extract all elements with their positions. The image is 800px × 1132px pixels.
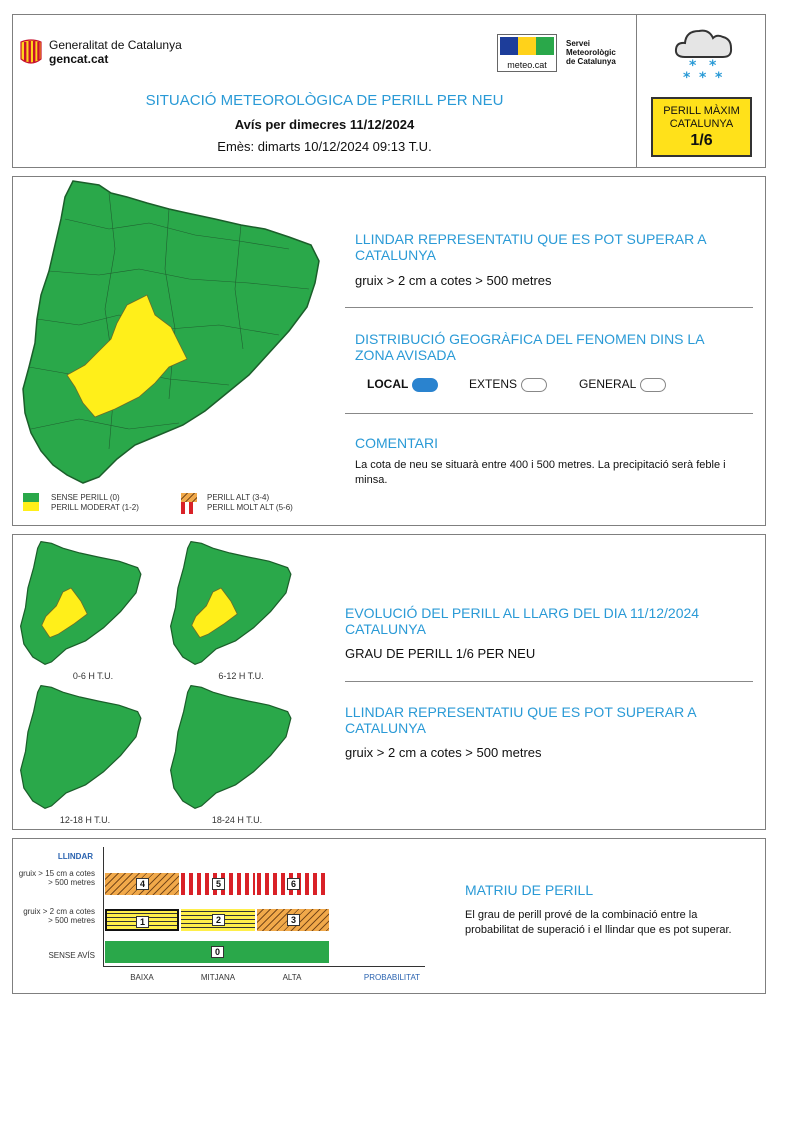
x-label-baixa: BAIXA bbox=[130, 973, 154, 982]
danger-grade: GRAU DE PERILL 1/6 PER NEU bbox=[345, 646, 536, 661]
map-period-4 bbox=[169, 683, 299, 811]
x-label-mitjana: MITJANA bbox=[200, 973, 236, 982]
distribution-extens bbox=[469, 377, 547, 392]
max-danger-badge bbox=[651, 97, 752, 157]
cell-number: 1 bbox=[136, 916, 149, 928]
catalonia-map-main bbox=[19, 179, 339, 485]
legend-label-high: PERILL ALT (3-4) bbox=[207, 493, 270, 502]
threshold-title: LLINDAR REPRESENTATIU QUE ES POT SUPERAR A CATALUNYA bbox=[355, 231, 706, 263]
period-label-3: 12-18 H T.U. bbox=[59, 815, 111, 825]
smc-line: de Catalunya bbox=[566, 57, 616, 66]
divider bbox=[345, 307, 753, 308]
svg-text:*: * bbox=[709, 58, 717, 74]
legend-swatch-moderate bbox=[23, 502, 39, 511]
matrix-description: El grau de perill prové de la combinació entre la probabilitat de superació i el llindar que es pot superar. bbox=[465, 909, 732, 936]
svg-text:*: * bbox=[683, 70, 691, 83]
period-label-2: 6-12 H T.U. bbox=[218, 671, 264, 681]
evolution-section bbox=[12, 534, 766, 830]
matrix-x-axis bbox=[103, 966, 425, 967]
legend-swatch-high bbox=[181, 493, 197, 502]
meteocat-label: meteo.cat bbox=[507, 60, 547, 70]
gencat-site: gencat.cat bbox=[49, 52, 109, 66]
gencat-wordmark bbox=[49, 38, 182, 66]
max-danger-label: PERILL MÀXIM bbox=[663, 105, 740, 117]
matrix-cell-6 bbox=[257, 873, 329, 895]
matrix-cell-3 bbox=[257, 909, 329, 931]
evolution-title-line: EVOLUCIÓ DEL PERILL AL LLARG DEL DIA 11/12/2024 bbox=[345, 605, 700, 621]
legend-label-moderate: PERILL MODERAT (1-2) bbox=[51, 503, 139, 512]
matrix-cell-2 bbox=[181, 909, 255, 931]
bulletin-header bbox=[12, 14, 766, 168]
gencat-name: Generalitat de Catalunya bbox=[49, 38, 182, 52]
distribution-general-indicator bbox=[640, 378, 666, 392]
divider bbox=[345, 681, 753, 682]
legend-swatch-very-high bbox=[181, 502, 197, 514]
matrix-cell-1-current bbox=[105, 909, 179, 931]
distribution-general bbox=[579, 377, 666, 392]
sun-icon bbox=[518, 37, 536, 55]
x-label-alta: ALTA bbox=[282, 973, 302, 982]
distribution-extens-indicator bbox=[521, 378, 547, 392]
svg-text:*: * bbox=[699, 70, 707, 83]
matrix-row-none: SENSE AVÍS bbox=[48, 951, 95, 960]
svg-text:*: * bbox=[715, 70, 723, 83]
header-divider bbox=[636, 15, 637, 167]
evolution-threshold-value: gruix > 2 cm a cotes > 500 metres bbox=[345, 745, 542, 760]
snow-cloud-icon bbox=[671, 23, 737, 83]
legend-label-none: SENSE PERILL (0) bbox=[51, 493, 120, 502]
cell-number: 4 bbox=[136, 878, 149, 890]
cell-number: 5 bbox=[212, 878, 225, 890]
distribution-local bbox=[367, 377, 438, 392]
map-period-1 bbox=[19, 539, 149, 667]
evolution-region: CATALUNYA bbox=[345, 621, 426, 637]
period-label-1: 0-6 H T.U. bbox=[72, 671, 114, 681]
matrix-title: MATRIU DE PERILL bbox=[465, 882, 594, 898]
max-danger-region: CATALUNYA bbox=[669, 118, 734, 130]
matrix-section bbox=[12, 838, 766, 994]
map-period-2 bbox=[169, 539, 299, 667]
smc-line: Meteorològic bbox=[566, 48, 616, 57]
cell-number: 2 bbox=[212, 914, 225, 926]
cell-number: 6 bbox=[287, 878, 300, 890]
max-danger-value: 1/6 bbox=[690, 132, 713, 149]
distribution-extens-label: EXTENS bbox=[469, 377, 518, 391]
distribution-general-label: GENERAL bbox=[579, 377, 637, 391]
period-label-4: 18-24 H T.U. bbox=[211, 815, 263, 825]
evolution-threshold-title: LLINDAR REPRESENTATIU QUE ES POT SUPERAR A CATALUNYA bbox=[345, 704, 696, 736]
distribution-title: DISTRIBUCIÓ GEOGRÀFICA DEL FENOMEN DINS LA ZONA AVISADA bbox=[355, 331, 704, 363]
divider bbox=[345, 413, 753, 414]
matrix-row-high: gruix > 15 cm a cotes > 500 metres bbox=[18, 869, 95, 887]
meteocat-square-blue bbox=[500, 37, 518, 55]
legend-label-very-high: PERILL MOLT ALT (5-6) bbox=[207, 503, 293, 512]
smc-name bbox=[566, 39, 616, 66]
leaf-icon bbox=[536, 37, 554, 55]
gencat-logo-icon bbox=[20, 39, 42, 65]
cell-number: 0 bbox=[211, 946, 224, 958]
x-axis-label: PROBABILITAT bbox=[363, 973, 421, 982]
comment-title: COMENTARI bbox=[355, 435, 438, 451]
meteocat-logo bbox=[497, 34, 557, 72]
smc-line: Servei bbox=[566, 39, 591, 48]
matrix-cell-4 bbox=[105, 873, 179, 895]
map-period-3 bbox=[19, 683, 149, 811]
distribution-local-indicator bbox=[412, 378, 438, 392]
matrix-y-axis-label: LLINDAR bbox=[57, 852, 93, 861]
issue-date: Emès: dimarts 10/12/2024 09:13 T.U. bbox=[217, 139, 432, 154]
threshold-value: gruix > 2 cm a cotes > 500 metres bbox=[355, 273, 552, 288]
svg-text:*: * bbox=[689, 58, 697, 74]
matrix-cell-5 bbox=[181, 873, 255, 895]
cell-number: 3 bbox=[287, 914, 300, 926]
evolution-title bbox=[345, 605, 745, 637]
distribution-local-label: LOCAL bbox=[367, 377, 409, 391]
matrix-row-mid: gruix > 2 cm a cotes > 500 metres bbox=[23, 907, 95, 925]
warning-date: Avís per dimecres 11/12/2024 bbox=[234, 117, 415, 132]
bulletin-title: SITUACIÓ METEOROLÒGICA DE PERILL PER NEU bbox=[145, 92, 504, 109]
matrix-cell-0 bbox=[105, 941, 329, 963]
comment-text: La cota de neu se situarà entre 400 i 500 metres. La precipitació serà feble i minsa. bbox=[355, 459, 726, 486]
summary-section bbox=[12, 176, 766, 526]
matrix-y-axis bbox=[103, 847, 104, 967]
